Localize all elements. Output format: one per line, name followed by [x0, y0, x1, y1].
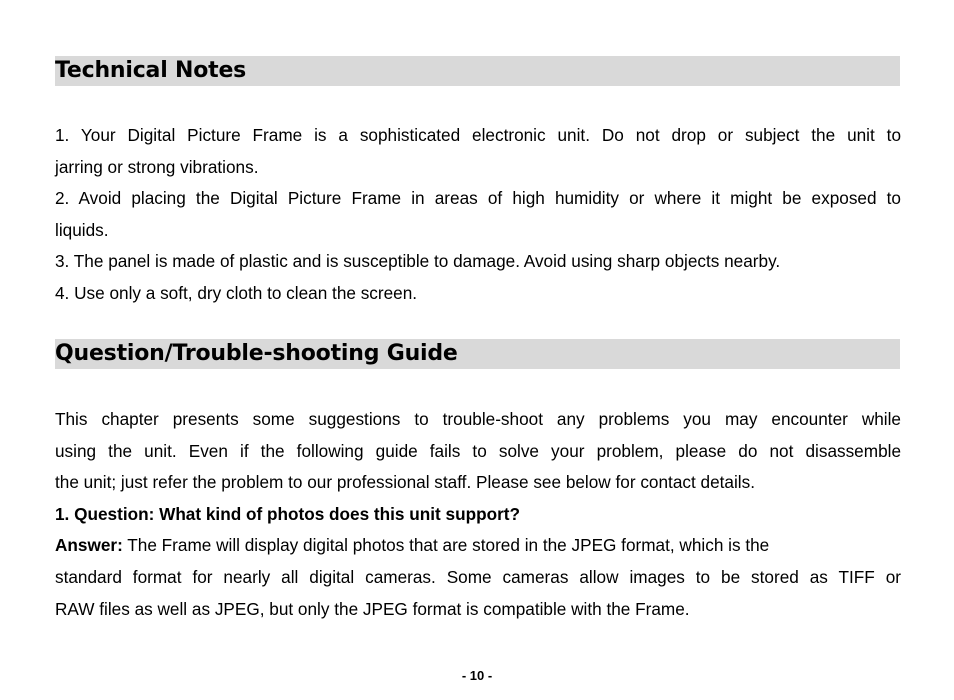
note-4: 4. Use only a soft, dry cloth to clean the screen.	[55, 282, 418, 303]
intro-line-3: the unit; just refer the problem to our professional staff. Please see below for contact details.	[55, 472, 755, 493]
answer-line-2: standard format for nearly all digital cameras. Some cameras allow images to be stored as TIFF or	[55, 566, 901, 587]
intro-line-2: using the unit. Even if the following guide fails to solve your problem, please do not disassemble	[55, 440, 901, 461]
note-1-line-2: jarring or strong vibrations.	[55, 156, 259, 177]
technical-notes-heading-bar	[55, 56, 900, 86]
note-1-line-1: 1. Your Digital Picture Frame is a sophisticated electronic unit. Do not drop or subject the unit to	[55, 125, 901, 145]
answer-text-1: The Frame will display digital photos that are stored in the JPEG format, which is the	[122, 535, 770, 556]
page-number: - 10 -	[461, 668, 493, 683]
troubleshooting-heading-bar	[55, 339, 900, 369]
answer-label: Answer:	[55, 535, 123, 556]
note-2-line-2: liquids.	[55, 219, 109, 240]
technical-notes-list	[55, 120, 901, 310]
intro-line-1: This chapter presents some suggestions to trouble-shoot any problems you may encounter while	[55, 409, 901, 429]
question-1: 1. Question: What kind of photos does this unit support?	[55, 503, 520, 524]
answer-line-1	[55, 530, 901, 562]
troubleshooting-heading: Question/Trouble-shooting Guide	[55, 341, 458, 366]
technical-notes-heading: Technical Notes	[55, 58, 247, 83]
troubleshooting-body	[55, 404, 901, 625]
answer-line-3: RAW files as well as JPEG, but only the JPEG format is compatible with the Frame.	[55, 598, 690, 619]
note-3: 3. The panel is made of plastic and is susceptible to damage. Avoid using sharp objects nearby.	[55, 251, 781, 272]
note-2-line-1: 2. Avoid placing the Digital Picture Frame in areas of high humidity or where it might be exposed to	[55, 188, 901, 209]
